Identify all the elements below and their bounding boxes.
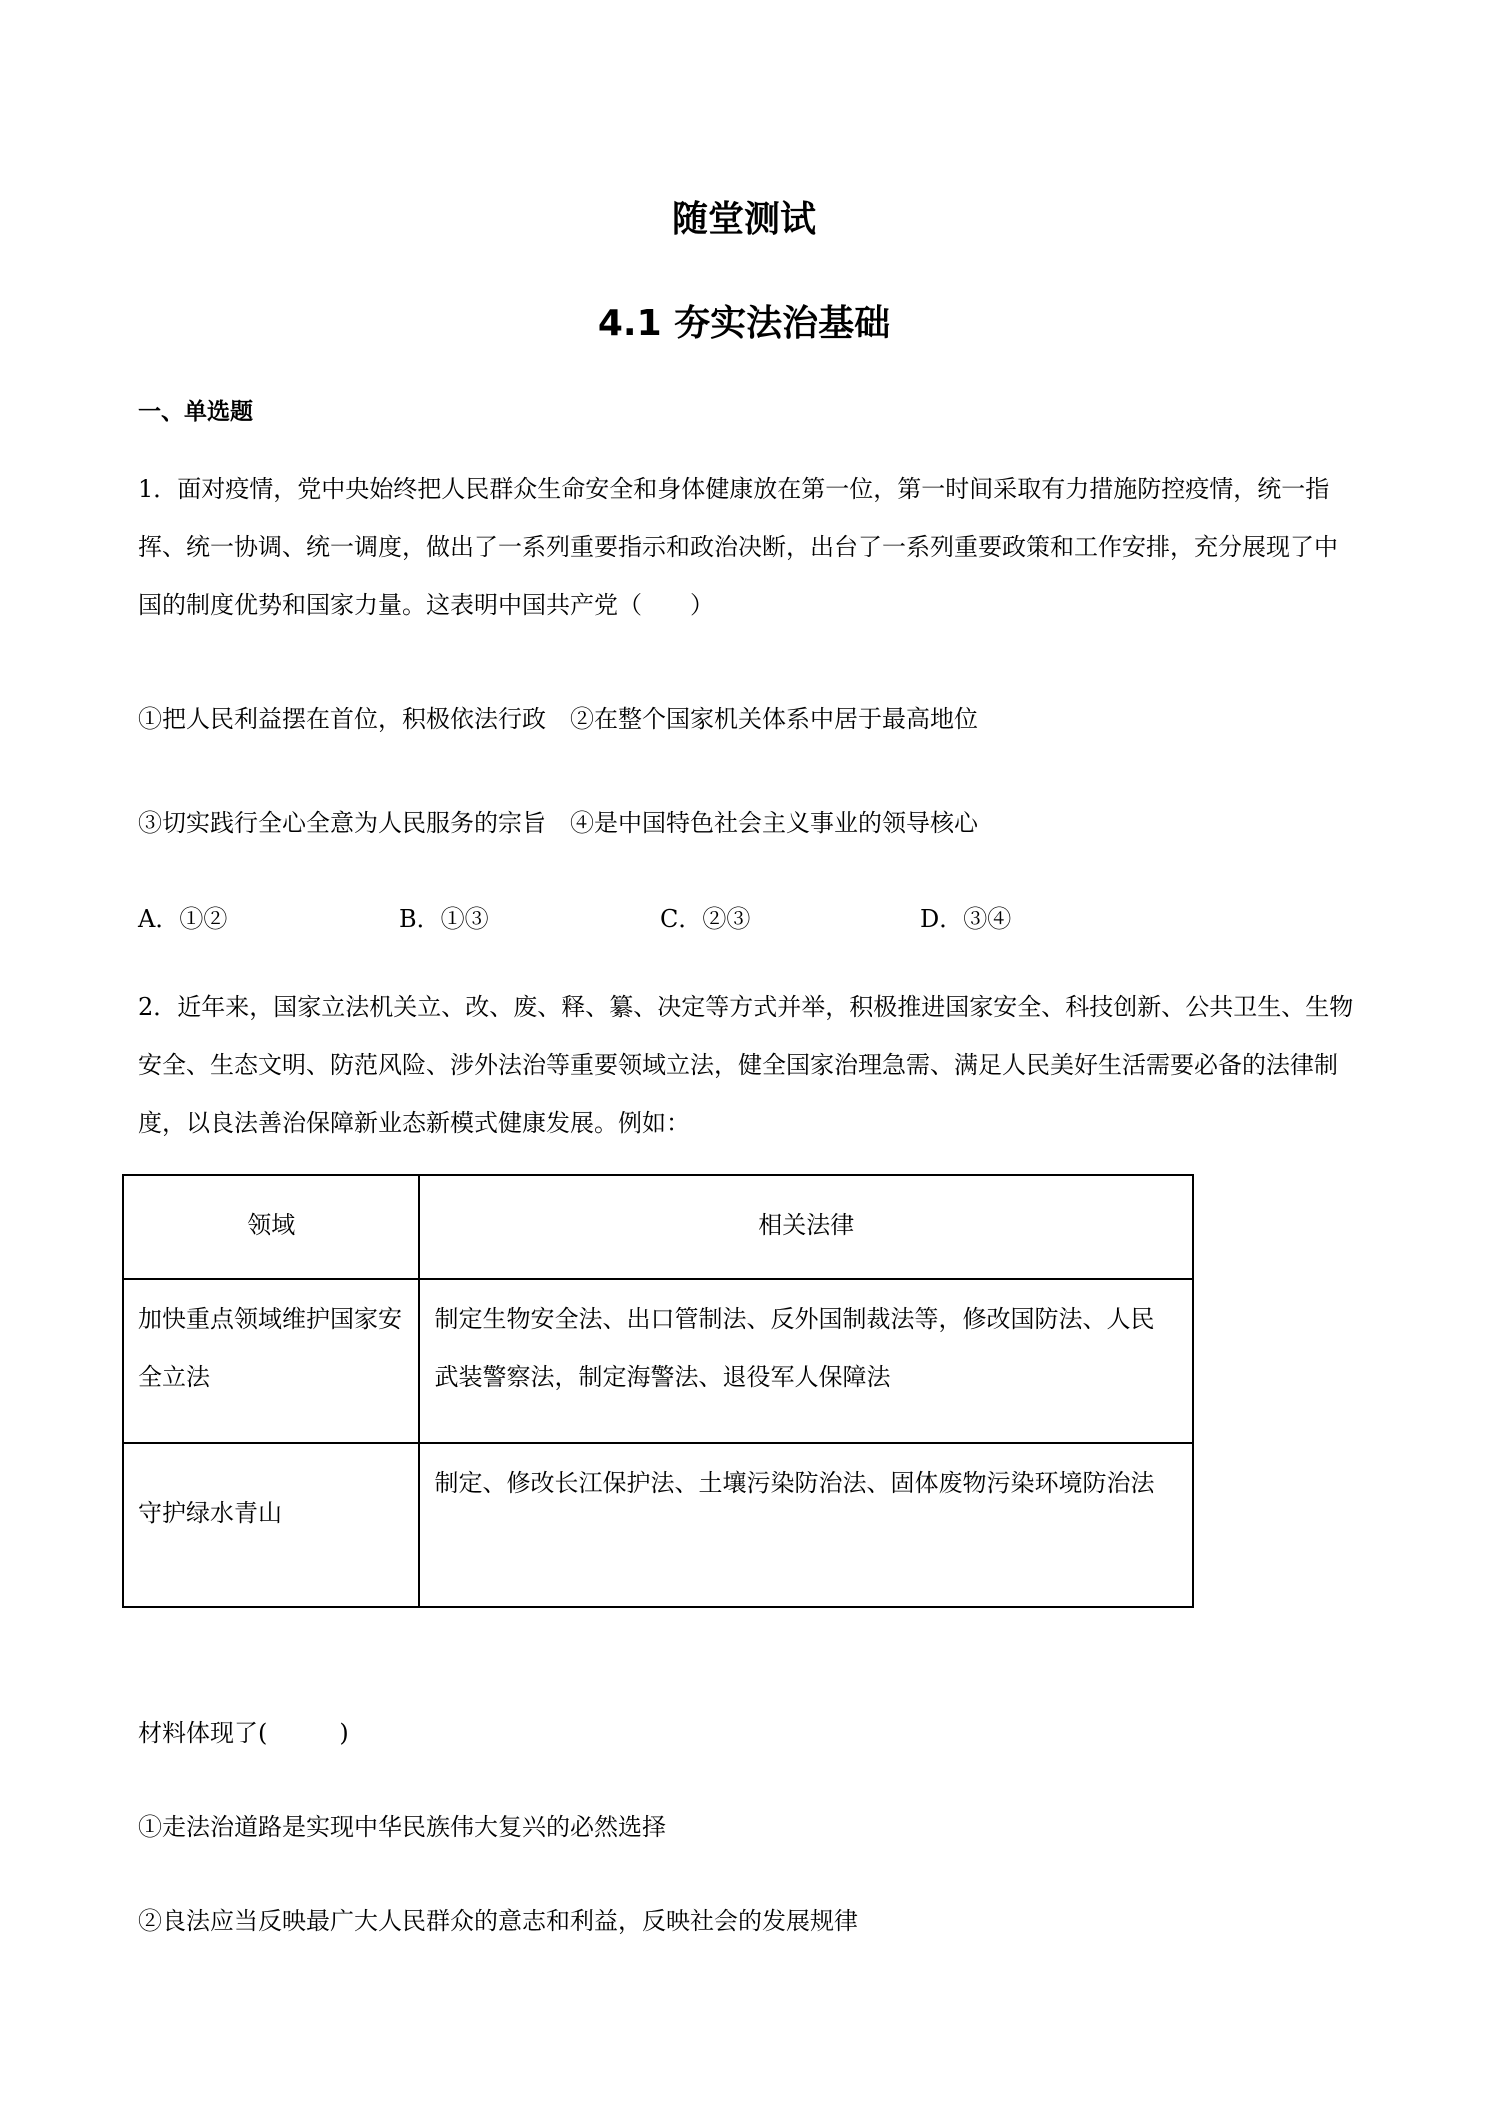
question-1-option-c: C．②③ [660,905,751,933]
question-2-prompt: 材料体现了( ) [138,1719,349,1747]
question-2-statement-1: ①走法治道路是实现中华民族伟大复兴的必然选择 [138,1813,666,1841]
table-header-cell: 相关法律 [419,1175,1193,1279]
question-1-option-a: A．①② [138,905,228,933]
question-1-option-b: B．①③ [399,905,489,933]
table-header-cell: 领域 [123,1175,419,1279]
page-title: 随堂测试 [671,199,816,240]
table-cell: 守护绿水青山 [123,1443,419,1607]
table-header-row [123,1175,1193,1279]
table-row [123,1443,1193,1607]
question-1-option-d: D．③④ [920,905,1012,933]
question-2-statement-2: ②良法应当反映最广大人民群众的意志和利益，反映社会的发展规律 [138,1907,858,1935]
table-cell: 加快重点领域维护国家安全立法 [123,1279,419,1443]
question-1-stem: 1．面对疫情，党中央始终把人民群众生命安全和身体健康放在第一位，第一时间采取有力措施防控疫情，统一指挥、统一协调、统一调度，做出了一系列重要指示和政治决断，出台了一系列重要政策和工作安排，充分展现了中国的制度优势和国家力量。这表明中国共产党（ ） [138,475,1338,619]
table-cell: 制定生物安全法、出口管制法、反外国制裁法等，修改国防法、人民武装警察法，制定海警法、退役军人保障法 [419,1279,1193,1443]
laws-table [122,1174,1194,1608]
section-heading: 一、单选题 [138,399,253,425]
question-1-statements-3-4: ③切实践行全心全意为人民服务的宗旨 ④是中国特色社会主义事业的领导核心 [138,809,978,837]
question-1-statements-1-2: ①把人民利益摆在首位，积极依法行政 ②在整个国家机关体系中居于最高地位 [138,705,978,733]
page-subtitle: 4.1 夯实法治基础 [597,303,891,344]
table-row [123,1279,1193,1443]
question-2-stem: 2．近年来，国家立法机关立、改、废、释、纂、决定等方式并举，积极推进国家安全、科技创新、公共卫生、生物安全、生态文明、防范风险、涉外法治等重要领域立法，健全国家治理急需、满足人民美好生活需要必备的法律制度，以良法善治保障新业态新模式健康发展。例如： [138,993,1354,1137]
table-cell: 制定、修改长江保护法、土壤污染防治法、固体废物污染环境防治法 [419,1443,1193,1607]
